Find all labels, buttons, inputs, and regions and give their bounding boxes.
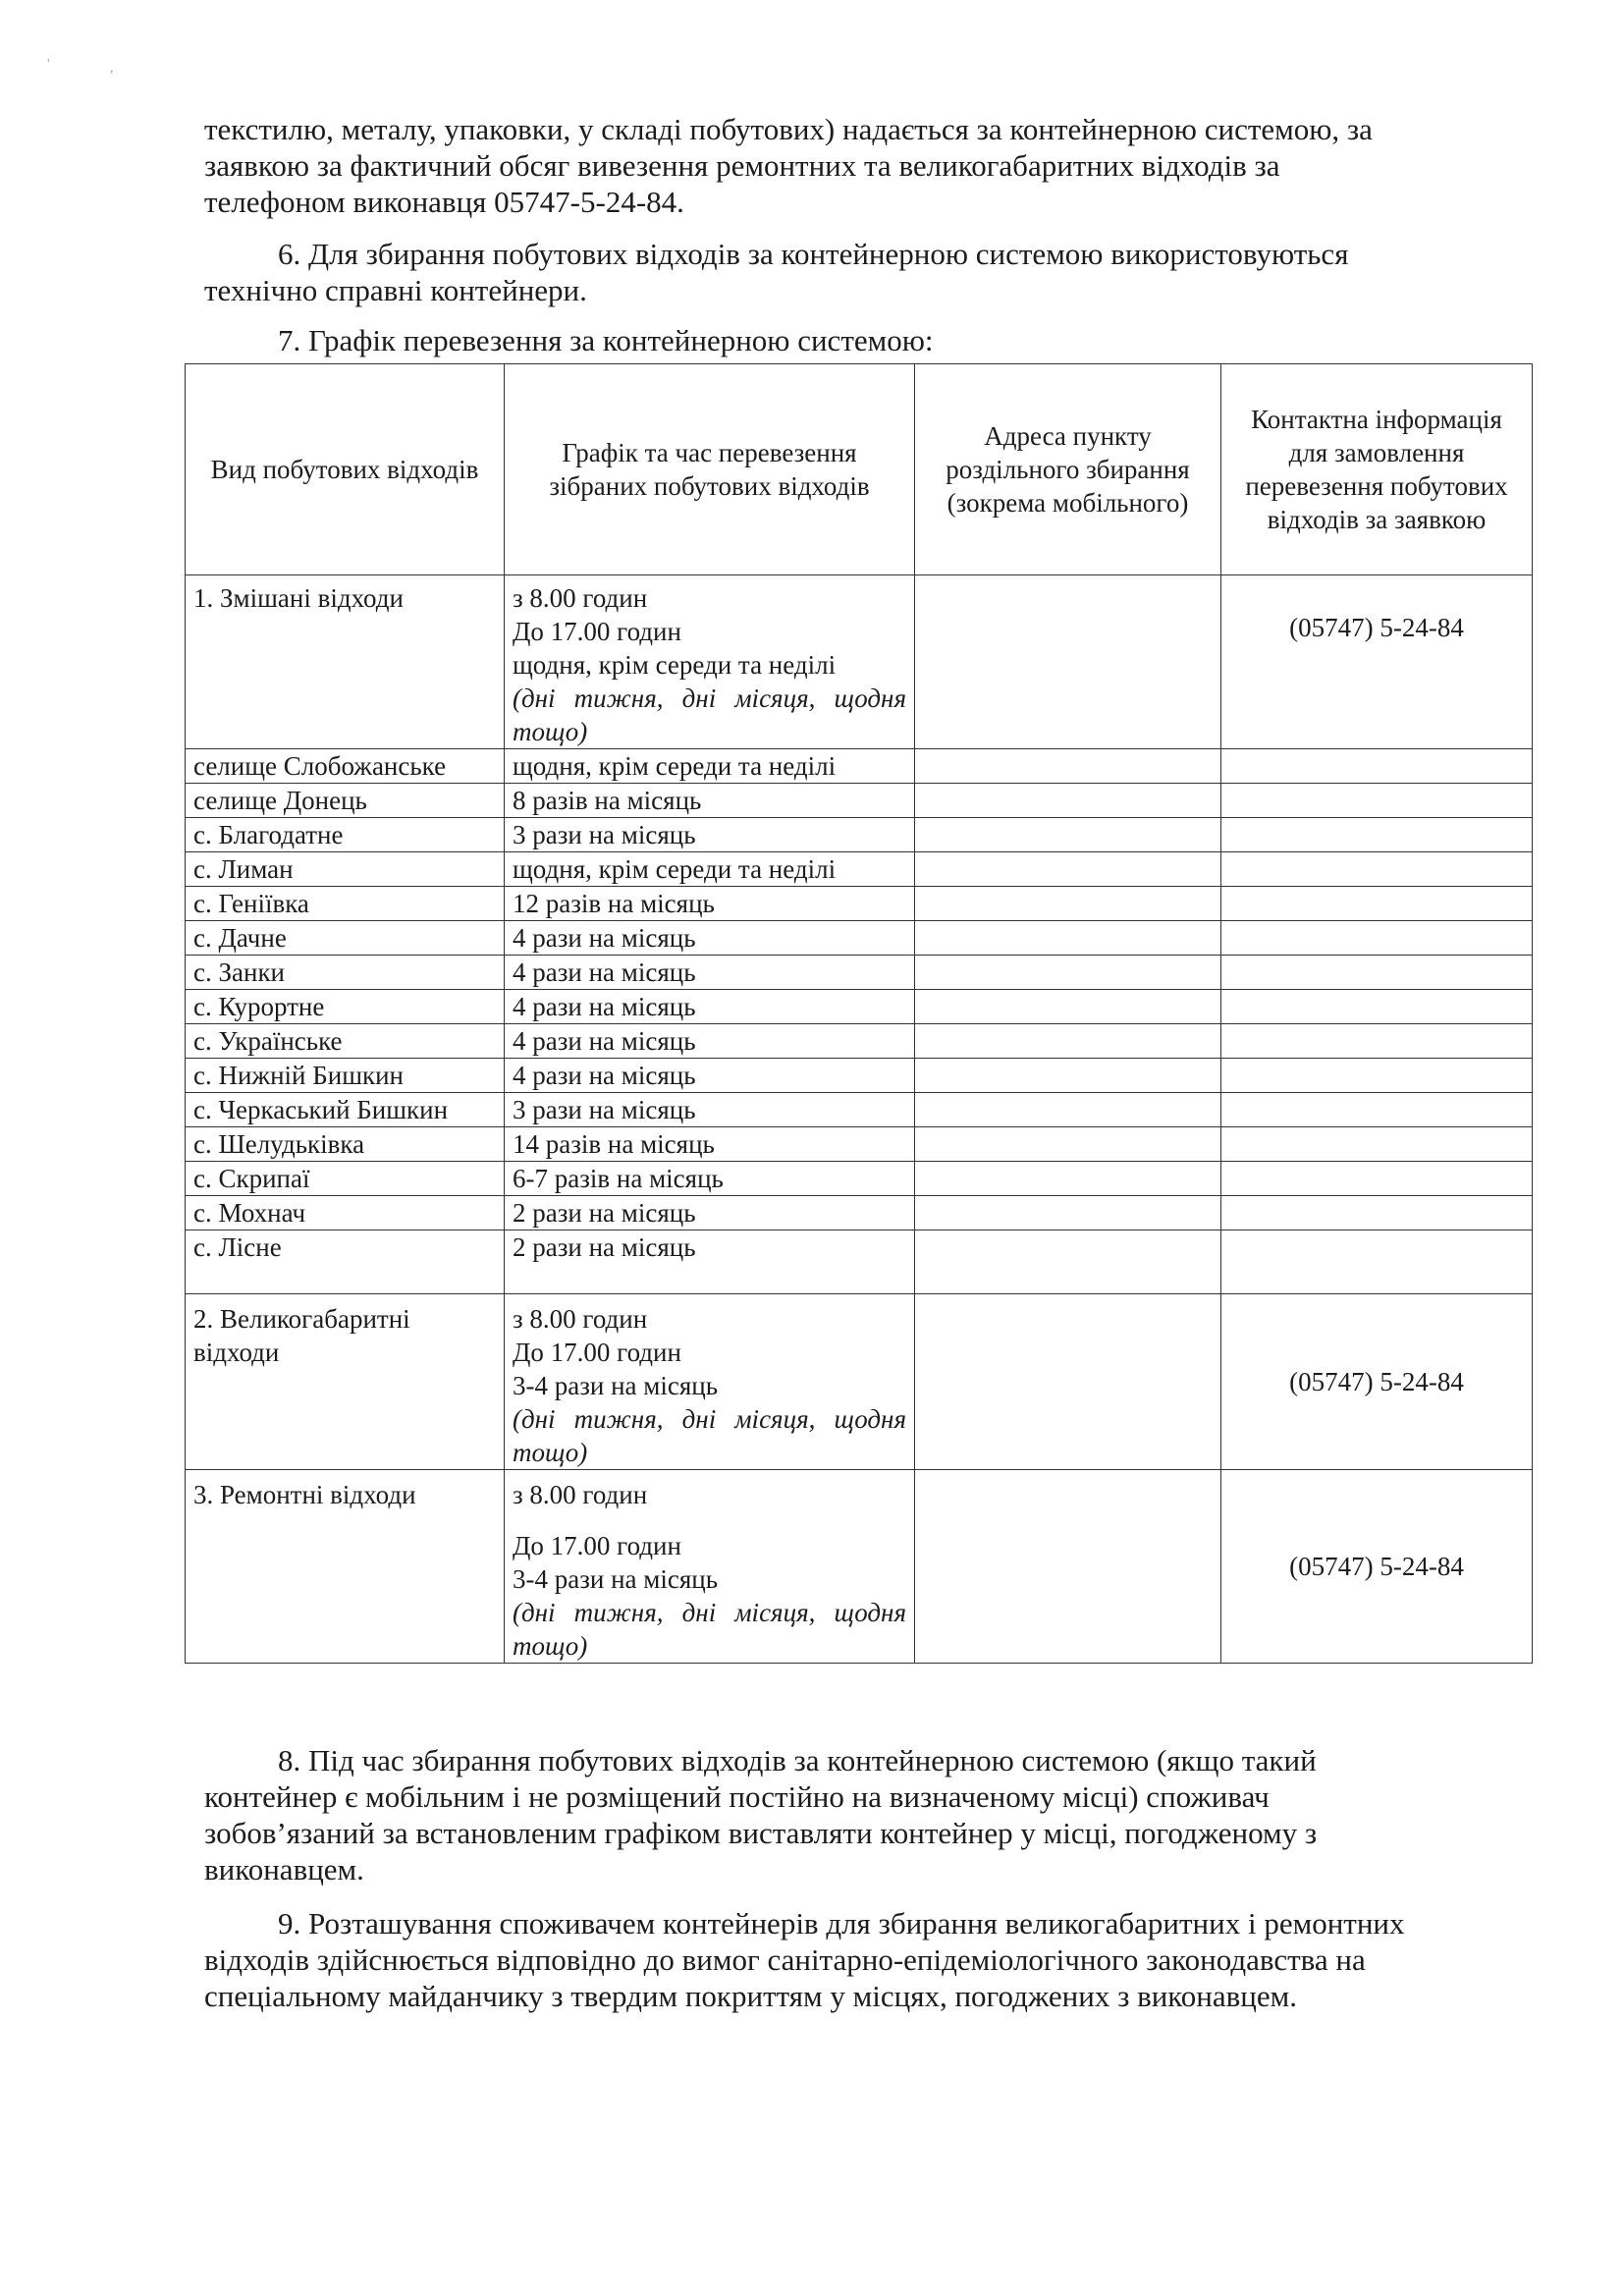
settlement-name: с. Дачне [186,921,505,956]
text-line: контейнер є мобільним і не розміщений постійно на визначеному місці) споживач [204,1779,1270,1814]
settlement-schedule: щодня, крім середи та неділі [505,852,915,887]
settlement-contact [1221,1127,1533,1162]
table-row [186,1024,1533,1059]
settlement-name: с. Геніївка [186,887,505,921]
settlement-schedule: 4 рази на місяць [505,921,915,956]
text-line: зобов’язаний за встановленим графіком виставляти контейнер у місці, погодженому з [204,1816,1318,1850]
settlement-address [915,921,1221,956]
settlement-name: с. Занки [186,956,505,990]
text-line: спеціальному майданчику з твердим покриттям у місцях, погоджених з виконавцем. [204,1979,1297,2013]
scan-mark-left: ' [47,57,50,72]
settlement-name: селище Донець [186,784,505,818]
schedule-line: 3-4 рази на місяць [513,1371,719,1400]
schedule-note: (дні тижня, дні місяця, щодня тощо) [513,1598,906,1661]
settlement-contact [1221,1196,1533,1230]
schedule-line: з 8.00 годин [513,1480,648,1509]
settlement-contact [1221,1093,1533,1127]
table-row [186,990,1533,1024]
settlement-contact [1221,1162,1533,1196]
schedule-line: 3-4 рази на місяць [513,1564,719,1594]
category-bulky-waste: 2. Великогабаритні відходи [186,1294,505,1470]
schedule-note: (дні тижня, дні місяця, щодня тощо) [513,1404,906,1467]
schedule-mixed-waste [505,575,915,749]
schedule-repair-waste [505,1470,915,1664]
settlement-schedule: 4 рази на місяць [505,956,915,990]
settlement-name: с. Нижній Бишкин [186,1059,505,1093]
settlement-schedule: 4 рази на місяць [505,1024,915,1059]
settlement-address [915,818,1221,852]
settlement-contact [1221,990,1533,1024]
settlement-name: с. Лісне [186,1230,505,1294]
category-mixed-waste: 1. Змішані відходи [186,575,505,749]
table-row [186,749,1533,784]
schedule-line: До 17.00 годин [513,1531,681,1560]
settlement-contact [1221,887,1533,921]
row-repair-waste [186,1470,1533,1664]
settlement-address [915,1093,1221,1127]
settlement-address [915,749,1221,784]
settlement-name: с. Благодатне [186,818,505,852]
text-line: 9. Розташування споживачем контейнерів для збирання великогабаритних і ремонтних [278,1906,1405,1941]
table-header-row [186,364,1533,575]
table-row [186,784,1533,818]
settlement-address [915,956,1221,990]
table-row [186,1196,1533,1230]
settlement-schedule: 3 рази на місяць [505,818,915,852]
address-mixed-waste [915,575,1221,749]
settlement-schedule: 4 рази на місяць [505,1059,915,1093]
settlement-schedule: 3 рази на місяць [505,1093,915,1127]
settlement-address [915,1059,1221,1093]
settlement-address [915,784,1221,818]
settlement-name: с. Українське [186,1024,505,1059]
settlement-schedule: 2 рази на місяць [505,1230,915,1294]
table-row [186,887,1533,921]
table-row [186,921,1533,956]
address-repair-waste [915,1470,1221,1664]
text-line: 6. Для збирання побутових відходів за контейнерною системою використовуються [278,237,1349,271]
settlement-schedule: щодня, крім середи та неділі [505,749,915,784]
table-row [186,852,1533,887]
paragraph-8 [204,1742,1522,1887]
settlement-schedule: 8 разів на місяць [505,784,915,818]
text-line: телефоном виконавця 05747-5-24-84. [204,185,684,219]
schedule-bulky-waste [505,1294,915,1470]
settlement-contact [1221,921,1533,956]
settlement-contact [1221,749,1533,784]
paragraph-7-title [204,322,1522,358]
table-row [186,1230,1533,1294]
settlement-address [915,1127,1221,1162]
paragraph-9 [204,1905,1522,2014]
schedule-line: До 17.00 годин [513,617,681,646]
text-line: 8. Під час збирання побутових відходів за контейнерною системою (якщо такий [278,1743,1317,1777]
settlement-contact [1221,956,1533,990]
header-contact-info: Контактна інформація для замовлення перевезення побутових відходів за заявкою [1221,364,1533,575]
header-waste-type: Вид побутових відходів [186,364,505,575]
contact-repair-waste: (05747) 5-24-84 [1221,1470,1533,1664]
table-row [186,818,1533,852]
settlement-contact [1221,1230,1533,1294]
table-row [186,1059,1533,1093]
row-bulky-waste [186,1294,1533,1470]
address-bulky-waste [915,1294,1221,1470]
settlement-name: с. Мохнач [186,1196,505,1230]
row-mixed-waste [186,575,1533,749]
paragraph-6 [204,236,1522,308]
table-row [186,1127,1533,1162]
settlement-name: с. Лиман [186,852,505,887]
settlement-address [915,852,1221,887]
settlement-name: с. Скрипаї [186,1162,505,1196]
table-row [186,956,1533,990]
settlement-name: с. Шелудьківка [186,1127,505,1162]
schedule-line: щодня, крім середи та неділі [513,650,837,680]
text-line: текстилю, металу, упаковки, у складі побутових) надається за контейнерною системою, за [204,112,1373,146]
settlement-schedule: 4 рази на місяць [505,990,915,1024]
settlement-address [915,1162,1221,1196]
text-line: 7. Графік перевезення за контейнерною системою: [278,323,934,357]
schedule-table [185,363,1533,1664]
text-line: виконавцем. [204,1852,364,1886]
schedule-note: (дні тижня, дні місяця, щодня тощо) [513,683,906,746]
paragraph-continuation [204,111,1522,220]
settlement-contact [1221,784,1533,818]
contact-bulky-waste: (05747) 5-24-84 [1221,1294,1533,1470]
settlement-schedule: 14 разів на місяць [505,1127,915,1162]
settlement-contact [1221,1024,1533,1059]
settlement-name: с. Курортне [186,990,505,1024]
contact-mixed-waste: (05747) 5-24-84 [1221,575,1533,749]
settlement-address [915,1024,1221,1059]
settlement-name: с. Черкаський Бишкин [186,1093,505,1127]
settlement-schedule: 6-7 разів на місяць [505,1162,915,1196]
schedule-line: з 8.00 годин [513,1304,648,1334]
settlement-schedule: 12 разів на місяць [505,887,915,921]
settlement-schedule: 2 рази на місяць [505,1196,915,1230]
table-row [186,1093,1533,1127]
settlement-contact [1221,1059,1533,1093]
settlement-address [915,990,1221,1024]
text-line: заявкою за фактичний обсяг вивезення ремонтних та великогабаритних відходів за [204,148,1280,183]
schedule-line: з 8.00 годин [513,583,648,613]
settlement-contact [1221,818,1533,852]
text-line: відходів здійснюється відповідно до вимог санітарно-епідеміологічного законодавства на [204,1942,1366,1977]
settlement-name: селище Слобожанське [186,749,505,784]
header-collection-address: Адреса пункту роздільного збирання (зокрема мобільного) [915,364,1221,575]
schedule-line: До 17.00 годин [513,1338,681,1367]
settlement-rows [186,749,1533,1294]
scan-mark-right: , [110,61,114,76]
settlement-address [915,1230,1221,1294]
settlement-contact [1221,852,1533,887]
table-row [186,1162,1533,1196]
text-line: технічно справні контейнери. [204,273,587,307]
settlement-address [915,1196,1221,1230]
settlement-address [915,887,1221,921]
header-schedule: Графік та час перевезення зібраних побутових відходів [505,364,915,575]
category-repair-waste: 3. Ремонтні відходи [186,1470,505,1664]
